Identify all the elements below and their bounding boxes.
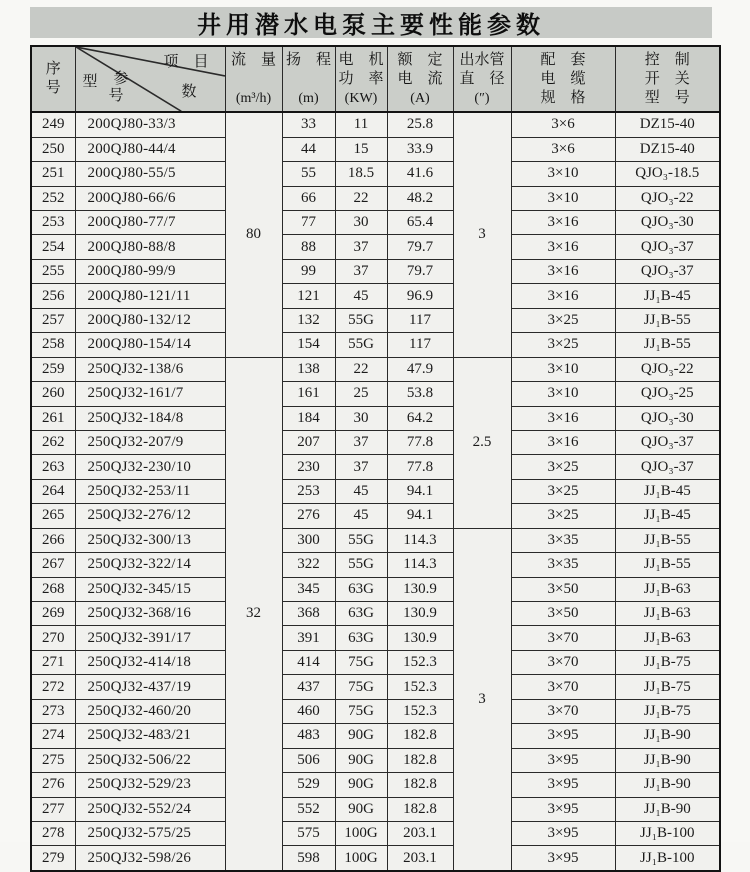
cell-serial: 249: [31, 112, 75, 137]
table-row: [31, 675, 720, 699]
cell-current: 152.3: [387, 699, 453, 723]
cell-power: 37: [335, 259, 387, 283]
cell-serial: 258: [31, 333, 75, 357]
cell-switch: JJ₁B-75: [615, 699, 720, 723]
cell-model: 200QJ80-55/5: [75, 162, 225, 186]
header-serial-line2: 号: [45, 80, 61, 97]
cell-head: 207: [282, 430, 335, 454]
cell-switch: QJO₃-22: [615, 186, 720, 210]
header-cable-line3: 规 格: [540, 89, 586, 106]
cell-serial: 259: [31, 357, 75, 381]
cell-cable: 3×95: [511, 846, 615, 871]
cell-diameter-merged: 3: [453, 528, 511, 871]
cell-model: 200QJ80-154/14: [75, 333, 225, 357]
header-switch: [615, 46, 720, 112]
cell-switch: QJO₃-30: [615, 406, 720, 430]
cell-cable: 3×10: [511, 162, 615, 186]
table-row: [31, 430, 720, 454]
cell-serial: 269: [31, 602, 75, 626]
diagonal-label-param-2: 数: [181, 84, 197, 100]
table-row: [31, 553, 720, 577]
header-cable-line2: 电 缆: [540, 70, 586, 87]
cell-current: 79.7: [387, 235, 453, 259]
cell-current: 77.8: [387, 430, 453, 454]
cell-switch: JJ₁B-63: [615, 602, 720, 626]
cell-cable: 3×16: [511, 406, 615, 430]
cell-switch: JJ₁B-45: [615, 479, 720, 503]
cell-power: 37: [335, 430, 387, 454]
cell-serial: 264: [31, 479, 75, 503]
cell-model: 250QJ32-161/7: [75, 382, 225, 406]
cell-model: 250QJ32-460/20: [75, 699, 225, 723]
header-power-unit: (KW): [344, 90, 378, 106]
header-diameter-line2: 直 径: [459, 71, 505, 88]
cell-model: 250QJ32-529/23: [75, 773, 225, 797]
cell-power: 45: [335, 284, 387, 308]
cell-current: 203.1: [387, 846, 453, 871]
pump-parameters-table: [30, 45, 721, 872]
table-row: [31, 797, 720, 821]
cell-cable: 3×25: [511, 504, 615, 528]
cell-head: 161: [282, 382, 335, 406]
cell-cable: 3×16: [511, 430, 615, 454]
cell-switch: JJ₁B-90: [615, 773, 720, 797]
cell-model: 250QJ32-368/16: [75, 602, 225, 626]
header-serial: [31, 46, 75, 112]
cell-head: 345: [282, 577, 335, 601]
table-row: [31, 724, 720, 748]
cell-model: 250QJ32-345/15: [75, 577, 225, 601]
header-head-label: 扬 程: [285, 52, 331, 68]
cell-power: 37: [335, 455, 387, 479]
cell-current: 182.8: [387, 773, 453, 797]
cell-head: 33: [282, 112, 335, 137]
cell-head: 437: [282, 675, 335, 699]
cell-model: 250QJ32-276/12: [75, 504, 225, 528]
table-row: [31, 602, 720, 626]
cell-current: 94.1: [387, 504, 453, 528]
cell-current: 53.8: [387, 382, 453, 406]
cell-serial: 274: [31, 724, 75, 748]
cell-switch: JJ₁B-90: [615, 797, 720, 821]
cell-serial: 263: [31, 455, 75, 479]
cell-model: 250QJ32-138/6: [75, 357, 225, 381]
cell-serial: 251: [31, 162, 75, 186]
cell-cable: 3×6: [511, 112, 615, 137]
cell-cable: 3×25: [511, 333, 615, 357]
cell-power: 100G: [335, 821, 387, 845]
cell-current: 114.3: [387, 528, 453, 552]
cell-current: 130.9: [387, 602, 453, 626]
cell-switch: QJO₃-25: [615, 382, 720, 406]
cell-serial: 255: [31, 259, 75, 283]
cell-switch: JJ₁B-45: [615, 284, 720, 308]
cell-head: 300: [282, 528, 335, 552]
cell-head: 55: [282, 162, 335, 186]
header-head-unit: (m): [298, 90, 319, 106]
diagonal-label-param-1: 参: [113, 71, 129, 87]
header-cable: [511, 46, 615, 112]
cell-head: 253: [282, 479, 335, 503]
table-row: [31, 382, 720, 406]
cell-power: 63G: [335, 577, 387, 601]
cell-current: 47.9: [387, 357, 453, 381]
cell-power: 55G: [335, 528, 387, 552]
cell-head: 99: [282, 259, 335, 283]
cell-head: 483: [282, 724, 335, 748]
cell-head: 154: [282, 333, 335, 357]
cell-power: 22: [335, 357, 387, 381]
cell-current: 65.4: [387, 211, 453, 235]
cell-current: 48.2: [387, 186, 453, 210]
header-power-line1: 电 机: [338, 52, 384, 68]
header-row: [31, 46, 720, 112]
cell-cable: 3×70: [511, 675, 615, 699]
cell-switch: QJO₃-18.5: [615, 162, 720, 186]
cell-current: 182.8: [387, 797, 453, 821]
cell-power: 90G: [335, 748, 387, 772]
cell-head: 529: [282, 773, 335, 797]
cell-switch: JJ₁B-100: [615, 846, 720, 871]
cell-serial: 252: [31, 186, 75, 210]
cell-cable: 3×95: [511, 797, 615, 821]
cell-current: 130.9: [387, 626, 453, 650]
cell-power: 25: [335, 382, 387, 406]
cell-switch: JJ₁B-55: [615, 528, 720, 552]
table-row: [31, 406, 720, 430]
cell-serial: 250: [31, 137, 75, 161]
cell-power: 45: [335, 479, 387, 503]
cell-current: 33.9: [387, 137, 453, 161]
cell-serial: 267: [31, 553, 75, 577]
cell-serial: 257: [31, 308, 75, 332]
cell-current: 152.3: [387, 650, 453, 674]
cell-model: 200QJ80-88/8: [75, 235, 225, 259]
cell-head: 66: [282, 186, 335, 210]
table-row: [31, 821, 720, 845]
cell-serial: 265: [31, 504, 75, 528]
header-current: [387, 46, 453, 112]
table-row: [31, 699, 720, 723]
table-row: [31, 626, 720, 650]
cell-head: 391: [282, 626, 335, 650]
header-diameter: [453, 46, 511, 112]
cell-switch: DZ15-40: [615, 112, 720, 137]
header-flow: [225, 46, 282, 112]
cell-power: 55G: [335, 308, 387, 332]
cell-model: 200QJ80-121/11: [75, 284, 225, 308]
cell-switch: JJ₁B-55: [615, 553, 720, 577]
cell-cable: 3×25: [511, 479, 615, 503]
cell-current: 117: [387, 333, 453, 357]
table-row: [31, 186, 720, 210]
cell-head: 322: [282, 553, 335, 577]
cell-model: 250QJ32-414/18: [75, 650, 225, 674]
cell-cable: 3×6: [511, 137, 615, 161]
cell-current: 79.7: [387, 259, 453, 283]
cell-model: 200QJ80-132/12: [75, 308, 225, 332]
cell-head: 138: [282, 357, 335, 381]
cell-switch: JJ₁B-55: [615, 308, 720, 332]
cell-serial: 275: [31, 748, 75, 772]
page-title: [30, 7, 712, 38]
cell-switch: QJO₃-37: [615, 259, 720, 283]
table-row: [31, 504, 720, 528]
cell-cable: 3×70: [511, 650, 615, 674]
header-model-diagonal: [75, 46, 225, 112]
cell-switch: JJ₁B-90: [615, 724, 720, 748]
cell-cable: 3×16: [511, 259, 615, 283]
cell-power: 37: [335, 235, 387, 259]
cell-head: 230: [282, 455, 335, 479]
diagonal-label-model-1: 型: [82, 74, 98, 90]
cell-head: 575: [282, 821, 335, 845]
cell-power: 55G: [335, 553, 387, 577]
cell-flow-merged: 80: [225, 112, 282, 357]
cell-cable: 3×35: [511, 528, 615, 552]
cell-power: 63G: [335, 626, 387, 650]
cell-switch: DZ15-40: [615, 137, 720, 161]
cell-model: 250QJ32-598/26: [75, 846, 225, 871]
cell-power: 90G: [335, 724, 387, 748]
table-row: [31, 333, 720, 357]
diagonal-label-item: 项 目: [163, 54, 209, 70]
cell-switch: QJO₃-37: [615, 430, 720, 454]
cell-head: 184: [282, 406, 335, 430]
header-switch-line1: 控 制: [644, 52, 690, 68]
cell-switch: QJO₃-30: [615, 211, 720, 235]
cell-current: 152.3: [387, 675, 453, 699]
table-row: [31, 528, 720, 552]
cell-model: 250QJ32-391/17: [75, 626, 225, 650]
cell-cable: 3×50: [511, 577, 615, 601]
header-power: [335, 46, 387, 112]
cell-power: 30: [335, 211, 387, 235]
cell-serial: 260: [31, 382, 75, 406]
cell-diameter-merged: 2.5: [453, 357, 511, 528]
cell-cable: 3×25: [511, 308, 615, 332]
cell-current: 77.8: [387, 455, 453, 479]
cell-head: 44: [282, 137, 335, 161]
cell-power: 75G: [335, 699, 387, 723]
cell-power: 22: [335, 186, 387, 210]
cell-model: 200QJ80-77/7: [75, 211, 225, 235]
cell-power: 15: [335, 137, 387, 161]
cell-serial: 273: [31, 699, 75, 723]
table-row: [31, 162, 720, 186]
header-cable-line1: 配 套: [540, 52, 586, 68]
cell-current: 130.9: [387, 577, 453, 601]
cell-model: 250QJ32-575/25: [75, 821, 225, 845]
cell-power: 45: [335, 504, 387, 528]
cell-cable: 3×10: [511, 382, 615, 406]
cell-power: 100G: [335, 846, 387, 871]
cell-head: 88: [282, 235, 335, 259]
cell-power: 90G: [335, 797, 387, 821]
cell-model: 250QJ32-207/9: [75, 430, 225, 454]
table-row: [31, 577, 720, 601]
cell-serial: 268: [31, 577, 75, 601]
cell-model: 200QJ80-44/4: [75, 137, 225, 161]
cell-cable: 3×95: [511, 748, 615, 772]
header-serial-line1: 序: [45, 61, 61, 78]
cell-head: 368: [282, 602, 335, 626]
cell-power: 18.5: [335, 162, 387, 186]
cell-serial: 270: [31, 626, 75, 650]
cell-serial: 271: [31, 650, 75, 674]
cell-model: 250QJ32-184/8: [75, 406, 225, 430]
cell-power: 90G: [335, 773, 387, 797]
cell-model: 250QJ32-506/22: [75, 748, 225, 772]
cell-cable: 3×95: [511, 821, 615, 845]
cell-model: 250QJ32-300/13: [75, 528, 225, 552]
cell-model: 250QJ32-230/10: [75, 455, 225, 479]
cell-model: 200QJ80-99/9: [75, 259, 225, 283]
cell-serial: 272: [31, 675, 75, 699]
cell-model: 250QJ32-483/21: [75, 724, 225, 748]
header-diameter-line1: 出水管: [459, 52, 505, 68]
cell-diameter-merged: 3: [453, 112, 511, 357]
cell-switch: JJ₁B-100: [615, 821, 720, 845]
cell-cable: 3×95: [511, 724, 615, 748]
cell-cable: 3×35: [511, 553, 615, 577]
cell-current: 41.6: [387, 162, 453, 186]
cell-switch: QJO₃-22: [615, 357, 720, 381]
table-row: [31, 259, 720, 283]
cell-flow-merged: 32: [225, 357, 282, 871]
cell-serial: 254: [31, 235, 75, 259]
cell-cable: 3×16: [511, 284, 615, 308]
cell-model: 250QJ32-437/19: [75, 675, 225, 699]
cell-current: 94.1: [387, 479, 453, 503]
cell-model: 250QJ32-253/11: [75, 479, 225, 503]
cell-switch: JJ₁B-75: [615, 650, 720, 674]
cell-model: 250QJ32-552/24: [75, 797, 225, 821]
cell-current: 114.3: [387, 553, 453, 577]
header-switch-line2: 开 关: [644, 70, 690, 87]
table-row: [31, 479, 720, 503]
cell-head: 414: [282, 650, 335, 674]
cell-cable: 3×70: [511, 699, 615, 723]
cell-cable: 3×10: [511, 357, 615, 381]
cell-power: 30: [335, 406, 387, 430]
cell-current: 25.8: [387, 112, 453, 137]
cell-model: 200QJ80-33/3: [75, 112, 225, 137]
cell-serial: 261: [31, 406, 75, 430]
cell-power: 11: [335, 112, 387, 137]
cell-head: 506: [282, 748, 335, 772]
cell-serial: 253: [31, 211, 75, 235]
cell-head: 121: [282, 284, 335, 308]
cell-power: 55G: [335, 333, 387, 357]
cell-model: 250QJ32-322/14: [75, 553, 225, 577]
page-title-text: 井用潜水电泵主要性能参数: [197, 12, 545, 39]
table-row: [31, 308, 720, 332]
cell-switch: JJ₁B-63: [615, 577, 720, 601]
cell-current: 96.9: [387, 284, 453, 308]
cell-current: 203.1: [387, 821, 453, 845]
cell-head: 598: [282, 846, 335, 871]
cell-serial: 266: [31, 528, 75, 552]
header-flow-label: 流 量: [230, 52, 276, 68]
cell-current: 117: [387, 308, 453, 332]
cell-serial: 262: [31, 430, 75, 454]
table-row: [31, 357, 720, 381]
cell-cable: 3×95: [511, 773, 615, 797]
cell-serial: 276: [31, 773, 75, 797]
cell-switch: JJ₁B-75: [615, 675, 720, 699]
cell-switch: JJ₁B-90: [615, 748, 720, 772]
table-body: [31, 112, 720, 871]
cell-head: 132: [282, 308, 335, 332]
cell-serial: 256: [31, 284, 75, 308]
cell-cable: 3×25: [511, 455, 615, 479]
table-row: [31, 846, 720, 871]
cell-serial: 278: [31, 821, 75, 845]
header-current-unit: (A): [410, 90, 430, 106]
cell-power: 75G: [335, 675, 387, 699]
table-row: [31, 211, 720, 235]
cell-head: 276: [282, 504, 335, 528]
cell-cable: 3×16: [511, 235, 615, 259]
cell-power: 75G: [335, 650, 387, 674]
cell-head: 460: [282, 699, 335, 723]
cell-cable: 3×70: [511, 626, 615, 650]
cell-power: 63G: [335, 602, 387, 626]
table-row: [31, 112, 720, 137]
header-head: [282, 46, 335, 112]
cell-current: 64.2: [387, 406, 453, 430]
header-flow-unit: (m³/h): [235, 90, 272, 106]
cell-switch: JJ₁B-55: [615, 333, 720, 357]
header-diameter-unit: (″): [474, 90, 490, 106]
table-row: [31, 284, 720, 308]
table-row: [31, 137, 720, 161]
cell-switch: QJO₃-37: [615, 235, 720, 259]
header-power-line2: 功 率: [338, 71, 384, 88]
cell-serial: 277: [31, 797, 75, 821]
cell-cable: 3×50: [511, 602, 615, 626]
diagonal-label-model-2: 号: [108, 88, 124, 104]
table-row: [31, 748, 720, 772]
cell-current: 182.8: [387, 724, 453, 748]
header-switch-line3: 型 号: [644, 89, 690, 106]
cell-cable: 3×10: [511, 186, 615, 210]
table-row: [31, 455, 720, 479]
table-row: [31, 773, 720, 797]
cell-head: 77: [282, 211, 335, 235]
cell-switch: JJ₁B-63: [615, 626, 720, 650]
cell-switch: JJ₁B-45: [615, 504, 720, 528]
cell-model: 200QJ80-66/6: [75, 186, 225, 210]
header-current-line1: 额 定: [397, 52, 443, 68]
cell-current: 182.8: [387, 748, 453, 772]
cell-cable: 3×16: [511, 211, 615, 235]
header-current-line2: 电 流: [397, 71, 443, 88]
table-row: [31, 650, 720, 674]
cell-head: 552: [282, 797, 335, 821]
cell-switch: QJO₃-37: [615, 455, 720, 479]
table-row: [31, 235, 720, 259]
cell-serial: 279: [31, 846, 75, 871]
